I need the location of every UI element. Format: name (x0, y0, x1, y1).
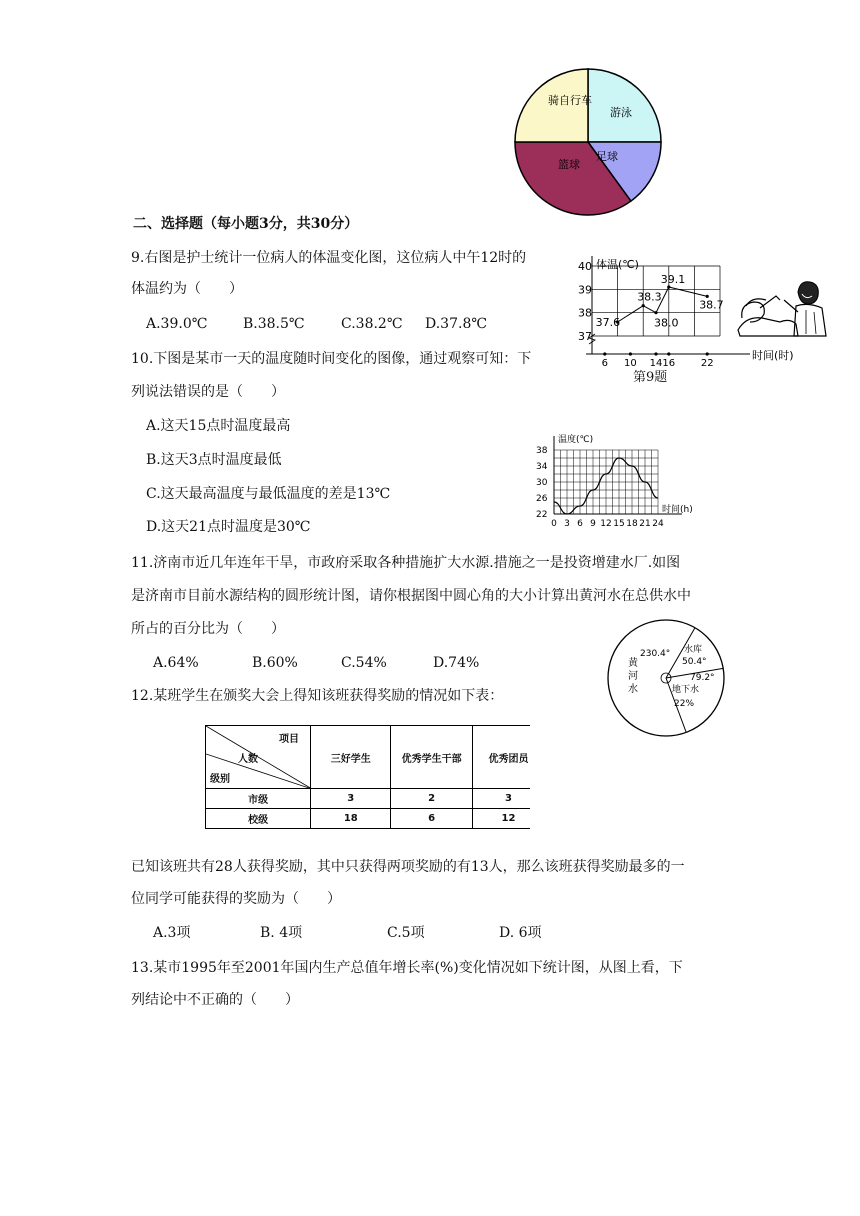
y-tick-label: 38 (578, 306, 592, 320)
q12-option-a: A.3项 (153, 925, 191, 941)
q10-line2: 列说法错误的是（ ） (131, 384, 285, 400)
slice-label: 地下水 (672, 685, 700, 695)
x-tick-mark (667, 352, 670, 355)
y-axis-label: 体温(℃) (596, 258, 639, 271)
table-row (206, 789, 545, 809)
y-tick-label: 22 (536, 510, 548, 520)
q12-option-d: D. 6项 (499, 925, 542, 941)
x-tick-label: 18 (626, 519, 638, 529)
x-tick-mark (654, 352, 657, 355)
patient-nurse-illustration (736, 278, 832, 340)
table-cell: 3 (311, 789, 391, 809)
data-point (654, 311, 657, 314)
pie-slice-label: 游泳 (610, 106, 632, 119)
activity-pie-chart (512, 66, 664, 218)
x-tick-mark (603, 352, 606, 355)
q9-option-d: D.37.8℃ (425, 316, 488, 332)
q11-option-b: B.60% (252, 655, 298, 671)
city-temperature-chart (532, 432, 704, 532)
q10-option-c: C.这天最高温度与最低温度的差是13℃ (146, 486, 391, 502)
data-label: 39.1 (660, 273, 686, 286)
slice-label-char: 河 (628, 671, 638, 682)
corner-count-label: 人数 (238, 754, 258, 765)
y-tick-label: 26 (536, 494, 548, 504)
x-tick-label: 10 (624, 358, 637, 369)
data-label: 38.7 (699, 298, 724, 312)
q13-line1: 13.某市1995年至2001年国内生产总值年增长率(%)变化情况如下统计图，从图上看，下 (131, 960, 683, 976)
angle-label: 230.4° (640, 649, 671, 659)
section-title: 二、选择题（每小题3分，共30分） (133, 216, 359, 232)
q12-line1: 12.某班学生在颁奖大会上得知该班获得奖励的情况如下表： (131, 688, 504, 704)
angle-label: 79.2° (690, 673, 715, 683)
x-tick-label: 6 (601, 358, 608, 369)
table-cell: 2 (391, 789, 473, 809)
q11-line2: 是济南市目前水源结构的圆形统计图，请你根据图中圆心角的大小计算出黄河水在总供水中 (131, 588, 691, 604)
corner-level-label: 级别 (210, 774, 230, 785)
data-label: 38.3 (637, 290, 662, 304)
data-label: 38.0 (654, 316, 679, 330)
slice-label: 水库 (684, 645, 703, 655)
table-cell: 12 (472, 809, 544, 829)
y-tick-label: 40 (578, 260, 592, 273)
pie-slice-label: 足球 (596, 150, 618, 163)
table-cell: 3 (472, 789, 544, 809)
y-tick-label: 37 (578, 330, 592, 343)
data-point (642, 304, 645, 307)
q12-option-c: C.5项 (387, 925, 425, 941)
y-tick-label: 39 (578, 283, 592, 297)
y-axis-label: 温度(℃) (558, 435, 594, 445)
q12-line3: 位同学可能获得的奖励为（ ） (131, 891, 341, 907)
q10-line1: 10.下图是某市一天的温度随时间变化的图像，通过观察可知：下 (131, 351, 532, 367)
x-tick-label: 12 (600, 519, 612, 529)
q9-option-b: B.38.5℃ (243, 316, 305, 332)
x-tick-label: 15 (613, 519, 625, 529)
q9-line1: 9.右图是护士统计一位病人的体温变化图，这位病人中午12时的 (131, 250, 527, 266)
angle-label: 50.4° (682, 657, 707, 667)
table-cell: 校级 (206, 809, 311, 829)
y-tick-label: 34 (536, 462, 548, 472)
slice-label-char: 黄 (628, 658, 638, 669)
x-tick-label: 0 (551, 519, 557, 529)
q9-option-a: A.39.0℃ (146, 316, 208, 332)
pie-slice-label: 骑自行车 (548, 94, 592, 107)
x-tick-label: 16 (662, 358, 676, 369)
x-tick-label: 3 (564, 519, 570, 529)
q11-option-d: D.74% (433, 655, 480, 671)
table-crop-mask (530, 720, 560, 835)
percent-label: 22% (674, 699, 695, 709)
x-tick-label: 9 (590, 519, 596, 529)
water-source-pie-chart (604, 616, 728, 740)
q10-option-a: A.这天15点时温度最高 (146, 418, 291, 434)
q10-option-d: D.这天21点时温度是30℃ (146, 519, 311, 535)
table-row (206, 809, 545, 829)
x-tick-mark (629, 352, 632, 355)
q9-caption: 第9题 (633, 370, 668, 385)
x-tick-label: 24 (652, 519, 664, 529)
q10-option-b: B.这天3点时温度最低 (146, 452, 282, 468)
y-tick-label: 30 (536, 478, 548, 488)
q12-option-b: B. 4项 (260, 925, 303, 941)
q13-line2: 列结论中不正确的（ ） (131, 992, 299, 1008)
table-corner-cell (206, 726, 311, 789)
q11-line3: 所占的百分比为（ ） (131, 621, 285, 637)
q11-option-a: A.64% (153, 655, 199, 671)
x-axis-label: 时间(时) (752, 349, 794, 362)
table-header-cell: 优秀学生干部 (391, 726, 473, 789)
table-cell: 市级 (206, 789, 311, 809)
x-tick-label: 21 (639, 519, 651, 529)
y-tick-label: 38 (536, 446, 548, 456)
pie-slice-label: 篮球 (558, 158, 580, 171)
q11-line1: 11.济南市近几年连年干旱，市政府采取各种措施扩大水源.措施之一是投资增建水厂.如图 (131, 555, 681, 571)
x-tick-label: 22 (700, 358, 714, 369)
awards-table (205, 725, 530, 829)
table-cell: 6 (391, 809, 473, 829)
q9-option-c: C.38.2℃ (341, 316, 403, 332)
slice-label-char: 水 (628, 684, 638, 695)
q12-line2: 已知该班共有28人获得奖励，其中只获得两项奖励的有13人，那么该班获得奖励最多的一 (131, 859, 685, 875)
x-tick-label: 14 (649, 358, 663, 369)
table-cell: 18 (311, 809, 391, 829)
x-tick-mark (706, 352, 709, 355)
q11-option-c: C.54% (341, 655, 387, 671)
x-axis-label: 时间(h) (662, 505, 693, 515)
table-header-cell: 优秀团员 (472, 726, 544, 789)
x-tick-label: 6 (577, 519, 583, 529)
table-header-cell: 三好学生 (311, 726, 391, 789)
corner-item-label: 项目 (279, 734, 299, 745)
q9-line2: 体温约为（ ） (131, 281, 243, 297)
data-label: 37.6 (595, 316, 621, 329)
